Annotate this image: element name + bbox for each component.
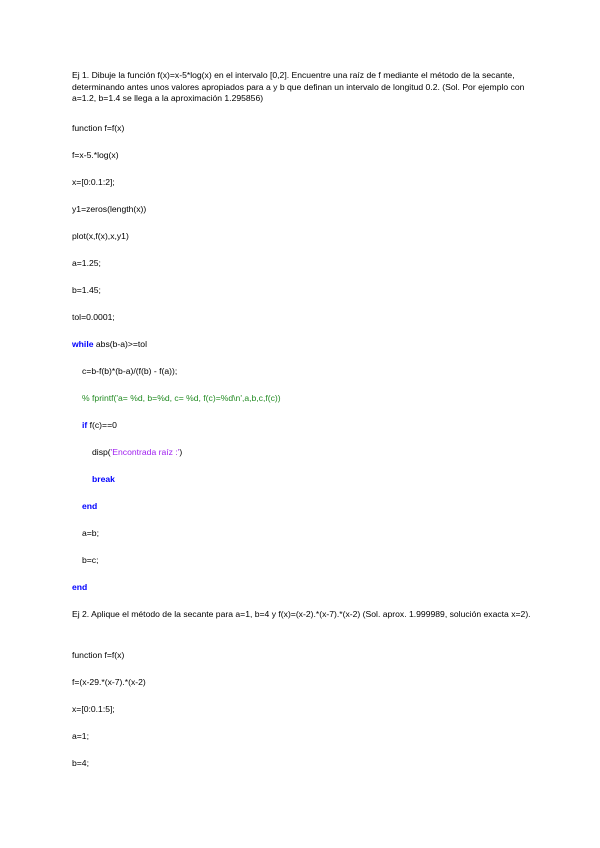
code-line-function-def: function f=f(x) (72, 123, 125, 133)
code2-line-b: b=4; (72, 758, 89, 768)
code-line-secant: c=b-f(b)*(b-a)/(f(b) - f(a)); (82, 366, 178, 376)
while-condition: abs(b-a)>=tol (93, 339, 148, 349)
code-line-end-outer: end (72, 582, 88, 592)
code-line-while (72, 339, 147, 350)
exercise-1-statement: Ej 1. Dibuje la función f(x)=x-5*log(x) en el intervalo [0,2]. Encuentre una raíz de f mediante el método de la secante, determinando antes unos valores apropiados para a y b que definan un intervalo de longitud 0.2. (Sol. Por ejemplo con a=1.2, b=1.4 se llega a la aproximación 1.295856) (72, 70, 525, 104)
code-line-if (82, 420, 117, 431)
disp-suffix: ) (179, 447, 183, 457)
disp-prefix: disp( (92, 447, 111, 457)
if-condition: f(c)==0 (87, 420, 117, 430)
code-line-comment: % fprintf('a= %d, b=%d, c= %d, f(c)=%d\n',a,b,c,f(c)) (82, 393, 281, 403)
code2-line-x-range: x=[0:0.1:5]; (72, 704, 115, 714)
code-line-tol: tol=0.0001; (72, 312, 115, 322)
code-line-disp (92, 447, 182, 458)
code-line-a-assign: a=b; (82, 528, 99, 538)
code-line-a: a=1.25; (72, 258, 101, 268)
code-line-y1: y1=zeros(length(x)) (72, 204, 147, 214)
code-line-plot: plot(x,f(x),x,y1) (72, 231, 129, 241)
disp-string: 'Encontrada raíz :' (110, 447, 180, 457)
code-line-b-assign: b=c; (82, 555, 99, 565)
code-line-break: break (92, 474, 115, 484)
code2-line-a: a=1; (72, 731, 89, 741)
code-line-x-range: x=[0:0.1:2]; (72, 177, 115, 187)
code-line-function-body: f=x-5.*log(x) (72, 150, 119, 160)
code2-line-function-body: f=(x-29.*(x-7).*(x-2) (72, 677, 146, 687)
exercise-2-statement: Ej 2. Aplique el método de la secante para a=1, b=4 y f(x)=(x-2).*(x-7).*(x-2) (Sol. aprox. 1.999989, solución exacta x=2). (72, 609, 531, 619)
keyword-while: while (72, 339, 94, 349)
code-line-b: b=1.45; (72, 285, 101, 295)
code-line-end-inner: end (82, 501, 98, 511)
code2-line-function-def: function f=f(x) (72, 650, 125, 660)
keyword-if: if (82, 420, 88, 430)
